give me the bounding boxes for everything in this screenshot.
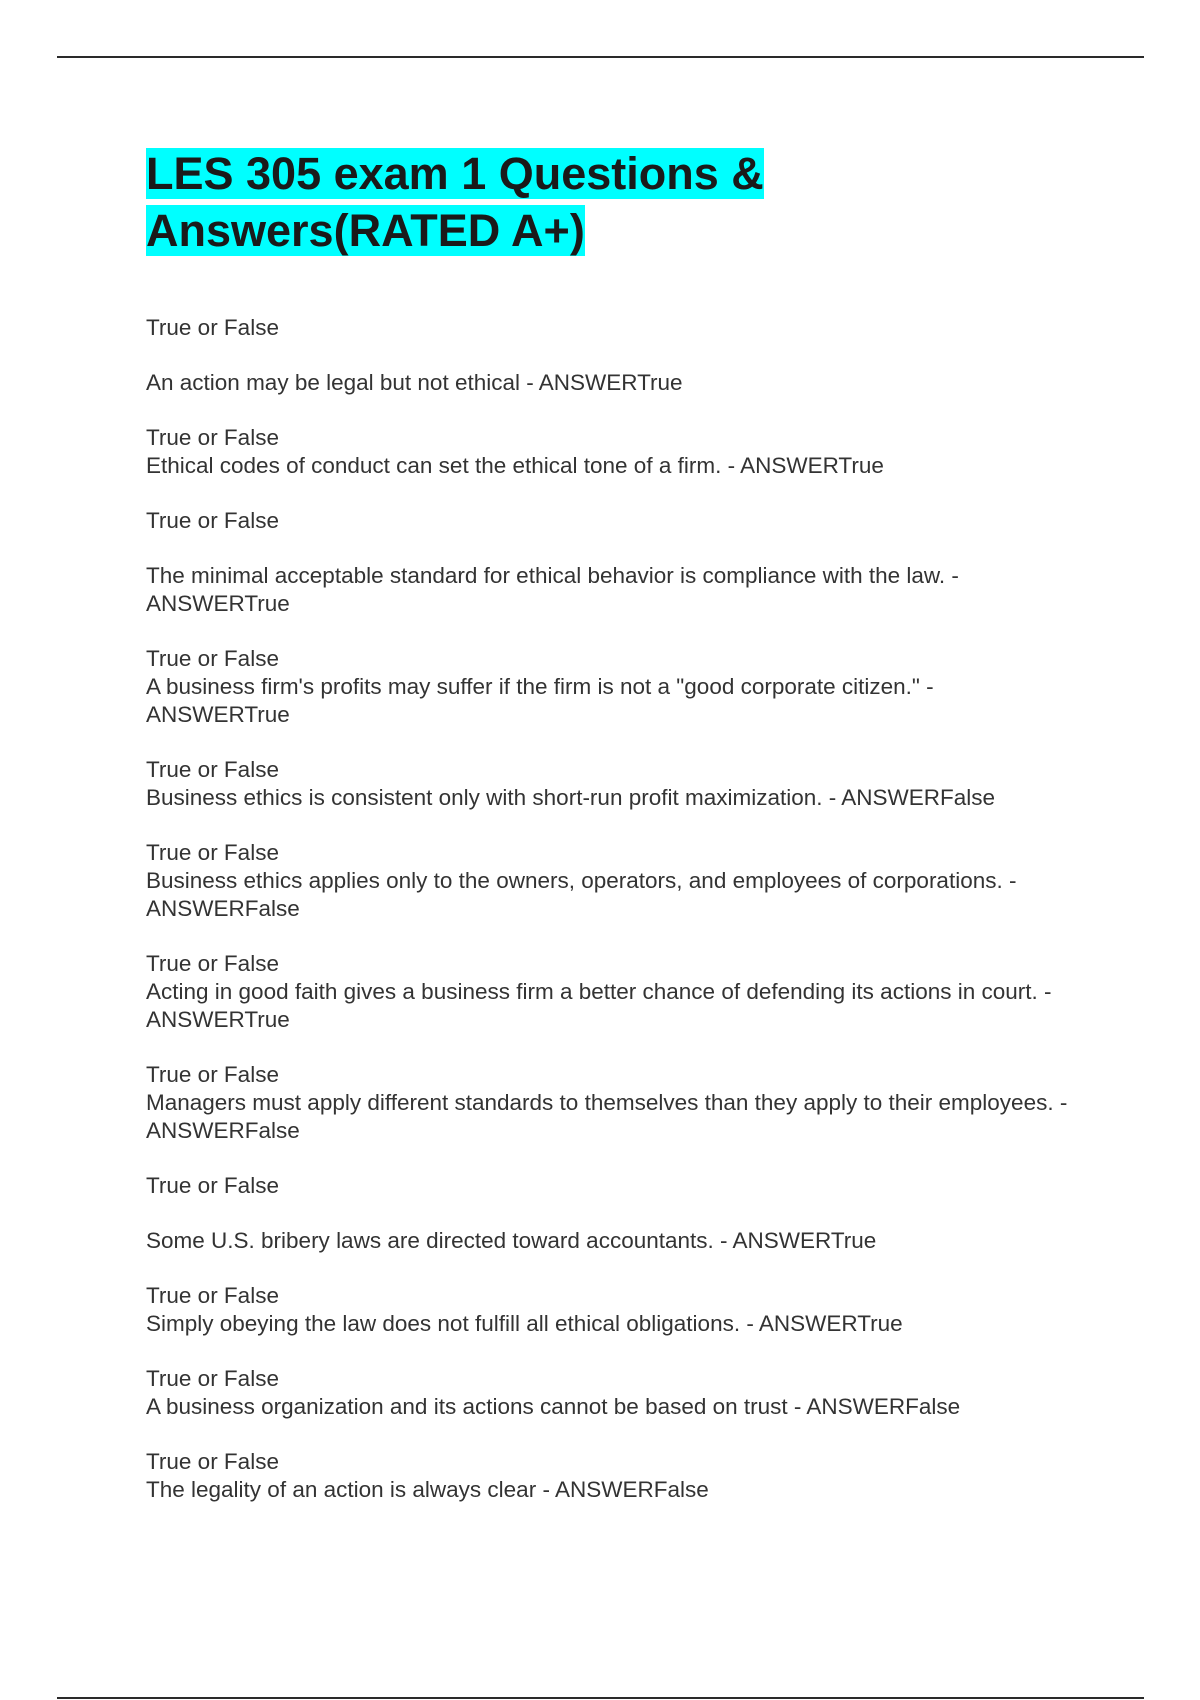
qa-item (146, 314, 1076, 397)
qa-question: True or False (146, 508, 279, 533)
qa-item (146, 1061, 1076, 1145)
qa-answer: Simply obeying the law does not fulfill all ethical obligations. - ANSWERTrue (146, 1311, 903, 1336)
qa-item (146, 1365, 1076, 1421)
qa-item (146, 950, 1076, 1034)
qa-question: True or False (146, 840, 279, 865)
qa-answer: Some U.S. bribery laws are directed toward accountants. - ANSWERTrue (146, 1228, 877, 1253)
qa-item (146, 756, 1076, 812)
qa-question: True or False (146, 425, 279, 450)
qa-question: True or False (146, 315, 279, 340)
qa-list (146, 314, 1076, 1504)
qa-question: True or False (146, 646, 279, 671)
qa-answer: An action may be legal but not ethical - ANSWERTrue (146, 370, 683, 395)
page-top-rule (57, 56, 1144, 58)
qa-item (146, 645, 1076, 729)
qa-answer: The minimal acceptable standard for ethical behavior is compliance with the law. - ANSWERTrue (146, 563, 959, 616)
qa-question: True or False (146, 1283, 279, 1308)
qa-answer: A business organization and its actions cannot be based on trust - ANSWERFalse (146, 1394, 961, 1419)
qa-answer: Business ethics is consistent only with short-run profit maximization. - ANSWERFalse (146, 785, 996, 810)
qa-item (146, 839, 1076, 923)
qa-question: True or False (146, 757, 279, 782)
qa-item (146, 507, 1076, 618)
qa-answer: A business firm's profits may suffer if the firm is not a "good corporate citizen." - ANSWERTrue (146, 674, 934, 727)
qa-item (146, 1282, 1076, 1338)
qa-question: True or False (146, 1366, 279, 1391)
document-title (146, 145, 846, 259)
qa-answer: Acting in good faith gives a business firm a better chance of defending its actions in court. - ANSWERTrue (146, 979, 1052, 1032)
qa-question: True or False (146, 1449, 279, 1474)
qa-answer: Ethical codes of conduct can set the ethical tone of a firm. - ANSWERTrue (146, 453, 884, 478)
document-title-text: LES 305 exam 1 Questions & Answers(RATED A+) (146, 148, 764, 256)
qa-question: True or False (146, 1062, 279, 1087)
qa-question: True or False (146, 951, 279, 976)
qa-item (146, 1448, 1076, 1504)
qa-item (146, 424, 1076, 480)
qa-answer: Business ethics applies only to the owners, operators, and employees of corporations. - ANSWERFalse (146, 868, 1017, 921)
qa-question: True or False (146, 1173, 279, 1198)
document-body (146, 145, 1076, 1531)
page-bottom-rule (57, 1697, 1144, 1699)
qa-answer: Managers must apply different standards to themselves than they apply to their employees. - ANSWERFalse (146, 1090, 1068, 1143)
qa-answer: The legality of an action is always clear - ANSWERFalse (146, 1477, 709, 1502)
qa-item (146, 1172, 1076, 1255)
